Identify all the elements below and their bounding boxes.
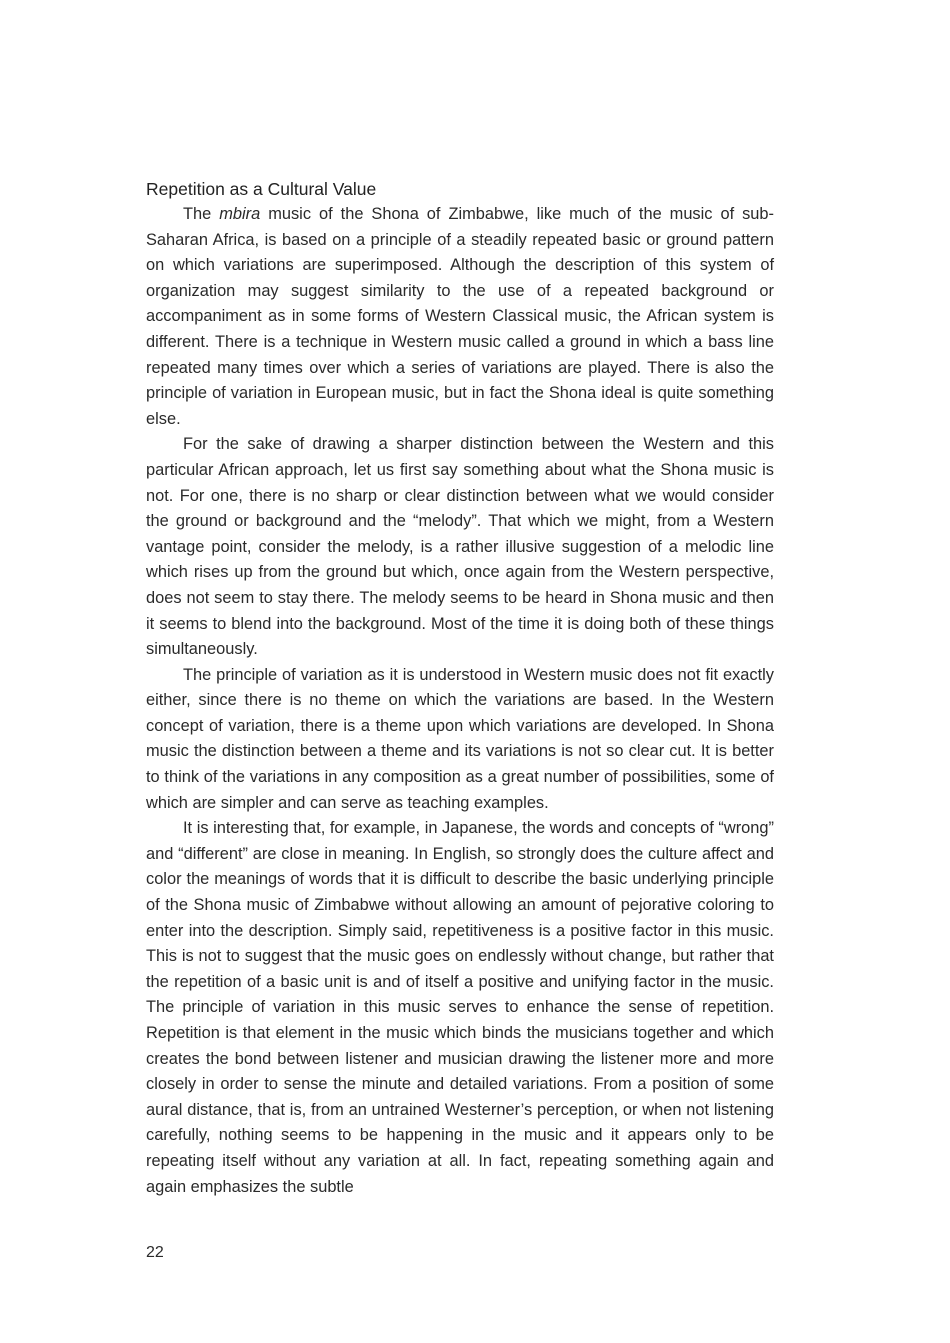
paragraph-4: It is interesting that, for example, in Japanese, the words and concepts of “wrong” and “different” are close in meaning. In English, so strongly does the culture affect and color the meanings of words that it is difficult to describe the basic underlying principle of the Shona music of Zimbabwe without allowing an amount of pejorative coloring to enter into the description. Simply said, repetitiveness is a positive factor in this music. This is not to suggest that the music goes on endlessly without change, but rather that the repetition of a basic unit is and of itself a positive and unifying factor in the music. The principle of variation in this music serves to enhance the sense of repetition. Repetition is that element in the music which binds the musicians together and which creates the bond between listener and musician drawing the listener more and more closely in order to sense the minute and detailed variations. From a position of some aural distance, that is, from an untrained Westerner’s perception, or when not listening carefully, nothing seems to be happening in the music and it appears only to be repeating itself without any variation at all. In fact, repeating something again and again emphasizes the subtle [146,819,774,1196]
body-text [146,176,774,1200]
paragraph-1 [146,202,774,432]
paragraph-1-rest: music of the Shona of Zimbabwe, like much of the music of sub-Saharan Africa, is based on a principle of a steadily repeated basic or ground pattern on which variations are superimposed. Although the description of this system of organization may suggest similarity to the use of a repeated background or accompaniment as in some forms of Western Classical music, the African system is different. There is a technique in Western music called a ground in which a bass line repeated many times over which a series of variations are played. There is also the principle of variation in European music, but in fact the Shona ideal is quite something else. [146,205,774,428]
section-heading: Repetition as a Cultural Value [146,179,377,199]
paragraph-1-italic-term: mbira [219,205,261,223]
paragraph-2: For the sake of drawing a sharper distinction between the Western and this particular African approach, let us first say something about what the Shona music is not. For one, there is no sharp or clear distinction between what we would consider the ground or background and the “melody”. That which we might, from a Western vantage point, consider the melody, is a rather illusive suggestion of a melodic line which rises up from the ground but which, once again from the Western perspective, does not seem to stay there. The melody seems to be heard in Shona music and then it seems to blend into the background. Most of the time it is doing both of these things simultaneously. [146,435,774,659]
paragraph-1-prefix: The [183,205,220,223]
page-number: 22 [146,1244,164,1261]
paragraph-3: The principle of variation as it is understood in Western music does not fit exactly either, since there is no theme on which the variations are based. In the Western concept of variation, there is a theme upon which variations are developed. In Shona music the distinction between a theme and its variations is not so clear cut. It is better to think of the variations in any composition as a great number of possibilities, some of which are simpler and can serve as teaching examples. [146,665,774,812]
